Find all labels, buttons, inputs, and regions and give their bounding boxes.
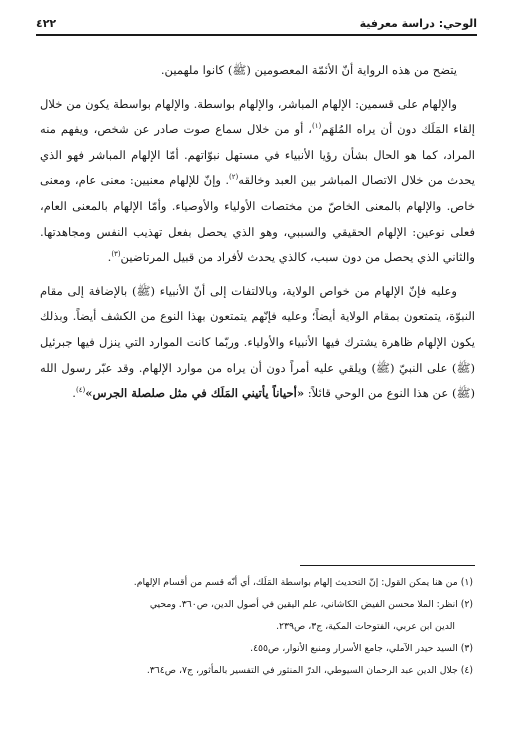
footnote-ref-4[interactable]: (٤) bbox=[75, 386, 86, 395]
header-rule bbox=[36, 34, 477, 36]
page-number: ٤٢٢ bbox=[36, 16, 57, 30]
footnote-2-continued: الدين ابن عربي، الفتوحات المكية، ج٣، ص٢٣٩. bbox=[276, 621, 455, 632]
footnote-4: (٤) جلال الدين عبد الرحمان السيوطي، الدرّ المنثور في التفسير بالمأثور، ج٧، ص٣٦٤. bbox=[146, 665, 473, 676]
paragraph-1: يتضح من هذه الرواية أنّ الأئمّة المعصومين (ﷺ) كانوا ملهمين. bbox=[160, 63, 457, 77]
paragraph-2: والإلهام على قسمين: الإلهام المباشر، والإلهام بواسطة. والإلهام بواسطة يكون من خلال إلقاء المَلَك دون أن يراه المُلهَم$^{(١)}$، أو من خلال سماع صوت صادر عن شخص، ويفهم منه المراد، كما هو الحال بشأن رؤيا الأنبياء في مستهل نبوّاتهم. أمّا الإلهام المباشر فهو الذي يحدث من خلال الاتصال المباشر بين العبد وخالقه$^{(٢)}$. وإنّ للإلهام معنيين: معنى عام، ومعنى خاص. والإلهام بالمعنى الخاصّ من مختصات الأولياء والأوصياء. وأمّا الإلهام بالمعنى العام، فعلى نوعين: الإلهام الحقيقي والسببي، وهو الذي يحصل بفعل تهذيب النفس ومجاهدتها. والثاني الذي يحصل من دون سبب، كالذي يحدث لأفراد من قبيل المرتاضين$^{(٣)}$. bbox=[40, 96, 475, 265]
footnote-separator bbox=[300, 565, 475, 566]
footnote-ref-2[interactable]: (٢) bbox=[229, 173, 239, 182]
footnote-ref-1[interactable]: (١) bbox=[312, 122, 322, 131]
paragraph-3: وعليه فإنّ الإلهام من خواص الولاية، وبالالتفات إلى أنّ الأنبياء (ﷺ) بالإضافة إلى مقام النبوّة، يتمتعون بمقام الولاية أيضاً؛ وعليه فإنّهم يتمتعون بهذا النوع من الكشف أيضاً. وبذلك يكون الإلهام ظاهرة يشترك فيها الأنبياء والأولياء. وربّما كانت الموارد التي ينزل فيها جبرئيل (ﷺ) على النبيّ (ﷺ) ويلقي عليه أمراً دون أن يراه من موارد الإلهام. وقد عبّر رسول الله (ﷺ) عن هذا النوع من الوحي قائلاً: «أحياناً يأتيني المَلَك في مثل صلصلة الجرس»$^{(٤)}$. bbox=[40, 283, 475, 401]
main-text bbox=[40, 58, 475, 415]
footnote-2: (٢) انظر: الملا محسن الفيض الكاشاني، علم اليقين في أصول الدين، ص٣٦٠. ومحيي bbox=[149, 599, 473, 610]
footnote-3: (٣) السيد حيدر الآملي، جامع الأسرار ومنبع الأنوار، ص٤٥٥. bbox=[250, 643, 473, 654]
footnotes bbox=[40, 572, 473, 682]
running-title: الوحي: دراسة معرفية bbox=[359, 16, 477, 30]
running-header bbox=[36, 12, 477, 34]
footnote-ref-3[interactable]: (٣) bbox=[111, 250, 121, 259]
hadith-quote: «أحياناً يأتيني المَلَك في مثل صلصلة الجرس» bbox=[85, 386, 305, 401]
footnote-1: (١) من هنا يمكن القول: إنّ التحديث إلهام بواسطة المَلَك، أي أنّه قسم من أقسام الإلهام. bbox=[133, 577, 473, 588]
